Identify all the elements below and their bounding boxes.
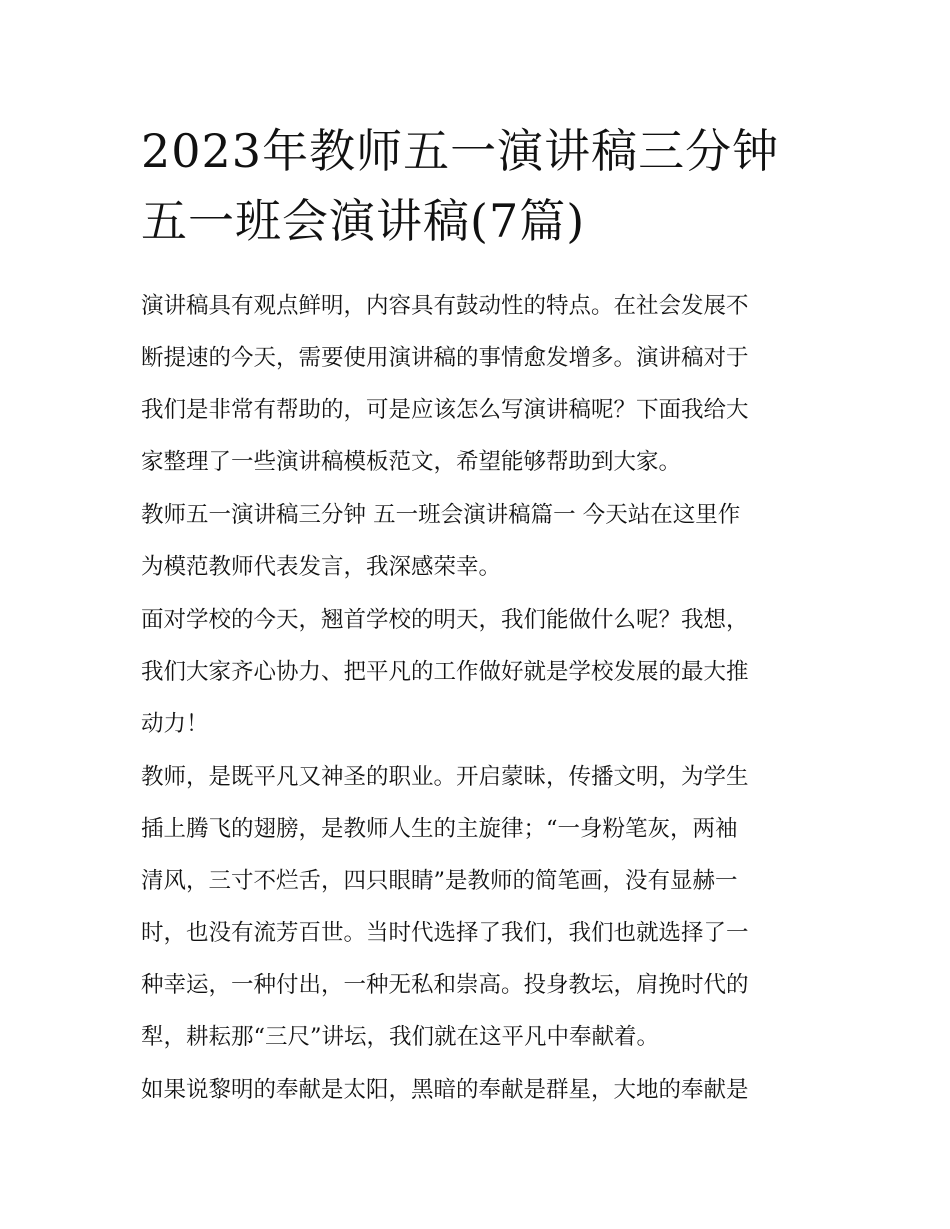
title-line-2: 五一班会演讲稿(7篇) [141, 194, 586, 248]
text-line: 为模范教师代表发言，我深感荣幸。 [141, 554, 502, 580]
paragraph-section-one [141, 489, 821, 593]
text-line: 教师五一演讲稿三分钟 五一班会演讲稿篇一 今天站在这里作 [141, 502, 741, 528]
paragraph-intro [141, 280, 821, 488]
paragraph-teacher [141, 751, 821, 1063]
text-line: 面对学校的今天，翘首学校的明天，我们能做什么呢？我想， [141, 607, 749, 633]
text-line: 插上腾飞的翅膀，是教师人生的主旋律；“一身粉笔灰，两袖 [141, 816, 738, 842]
paragraph-school [141, 594, 821, 750]
text-line: 我们大家齐心协力、把平凡的工作做好就是学校发展的最大推 [141, 659, 749, 685]
text-line: 教师，是既平凡又神圣的职业。开启蒙昧，传播文明，为学生 [141, 764, 749, 790]
document-body [141, 280, 821, 1117]
text-line: 犁，耕耘那“三尺”讲坛，我们就在这平凡中奉献着。 [141, 1024, 660, 1050]
paragraph-dawn [141, 1064, 821, 1116]
text-line: 我们是非常有帮助的，可是应该怎么写演讲稿呢？下面我给大 [141, 397, 749, 423]
text-line: 演讲稿具有观点鲜明，内容具有鼓动性的特点。在社会发展不 [141, 293, 749, 319]
text-line: 家整理了一些演讲稿模板范文，希望能够帮助到大家。 [141, 449, 682, 475]
text-line: 时，也没有流芳百世。当时代选择了我们，我们也就选择了一 [141, 920, 749, 946]
title-line-1: 2023年教师五一演讲稿三分钟 [141, 124, 780, 178]
document-title [141, 116, 821, 256]
text-line: 如果说黎明的奉献是太阳，黑暗的奉献是群星，大地的奉献是 [141, 1077, 749, 1103]
text-line: 清风，三寸不烂舌，四只眼睛”是教师的简笔画，没有显赫一 [141, 868, 738, 894]
text-line: 断提速的今天，需要使用演讲稿的事情愈发增多。演讲稿对于 [141, 345, 749, 371]
text-line: 种幸运，一种付出，一种无私和崇高。投身教坛，肩挽时代的 [141, 972, 749, 998]
text-line: 动力！ [141, 711, 209, 737]
